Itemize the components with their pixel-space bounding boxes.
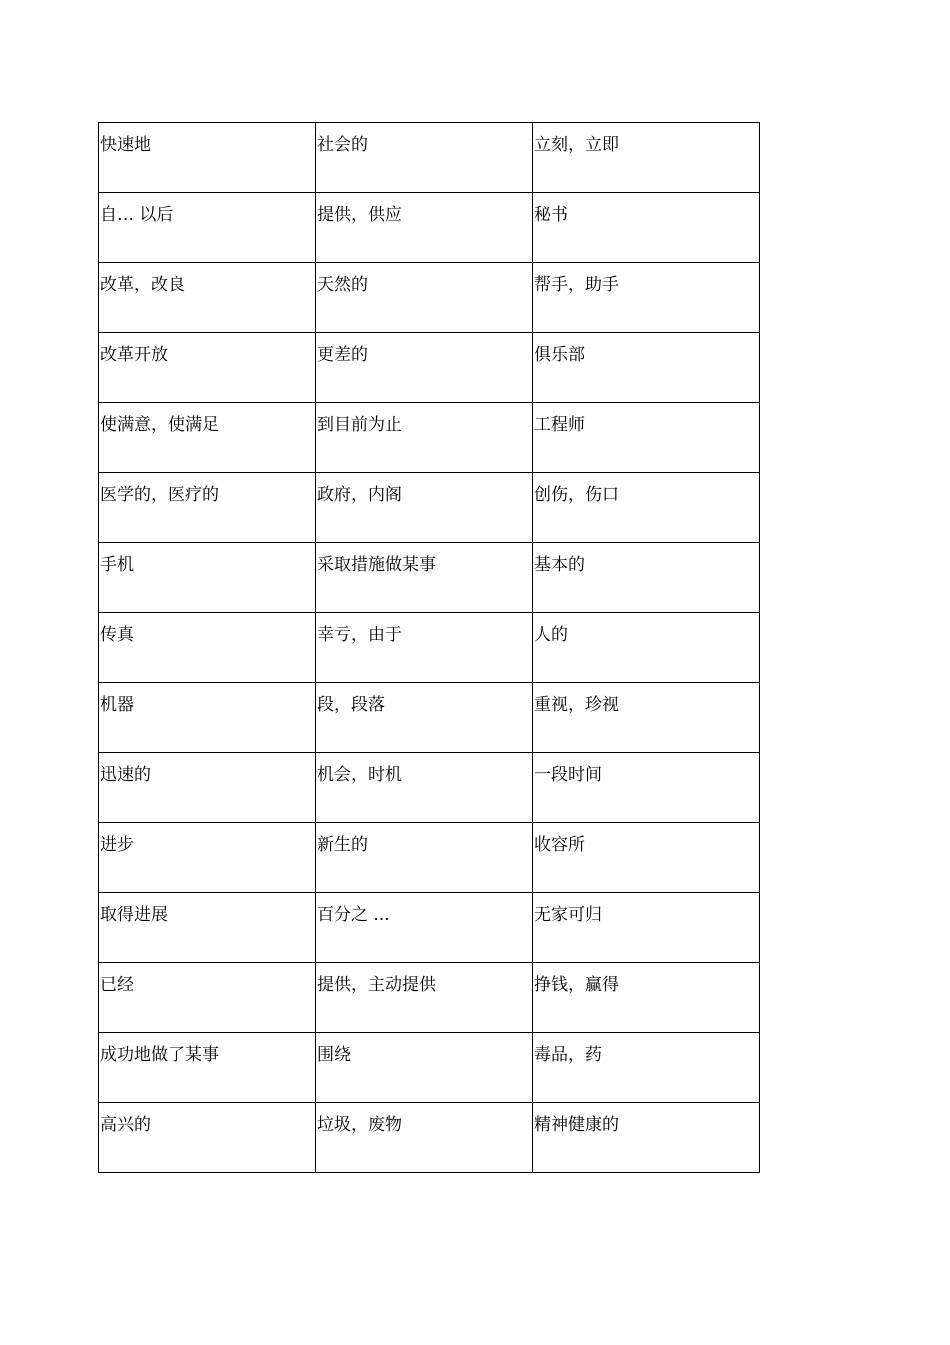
table-cell [99,683,316,753]
cell-text: 医学的，医疗的 [100,485,219,505]
cell-text: 提供，主动提供 [317,975,436,995]
cell-text: 更差的 [317,345,368,365]
table-cell [99,1103,316,1173]
cell-text: 立刻，立即 [534,135,619,155]
table-cell [533,893,760,963]
cell-text: 改革开放 [100,345,168,365]
cell-text: 成功地做了某事 [100,1045,219,1065]
table-cell [533,473,760,543]
cell-text: 工程师 [534,415,585,435]
cell-text: 无家可归 [534,905,602,925]
cell-text: 幸亏，由于 [317,625,402,645]
cell-text: 创伤，伤口 [534,485,619,505]
cell-text: 基本的 [534,555,585,575]
table-cell [316,333,533,403]
cell-text: 取得进展 [100,905,168,925]
table-cell [99,473,316,543]
cell-text: 秘书 [534,205,568,225]
cell-text: 机器 [100,695,134,715]
table-cell [99,823,316,893]
table-cell [316,193,533,263]
vocabulary-table [98,122,760,1173]
table-cell [533,613,760,683]
table-row [99,893,760,963]
cell-text: 改革，改良 [100,275,185,295]
cell-text: 进步 [100,835,134,855]
table-cell [316,613,533,683]
table-cell [99,613,316,683]
table-cell [533,263,760,333]
table-row [99,613,760,683]
cell-text: 帮手，助手 [534,275,619,295]
table-cell [99,1033,316,1103]
cell-text: 到目前为止 [317,415,402,435]
table-cell [533,403,760,473]
table-cell [316,893,533,963]
cell-text: 机会，时机 [317,765,402,785]
table-row [99,193,760,263]
cell-text: 社会的 [317,135,368,155]
cell-text: 围绕 [317,1045,351,1065]
cell-text: 百分之 ... [317,905,390,925]
table-cell [99,123,316,193]
table-row [99,963,760,1033]
table-cell [99,893,316,963]
cell-text: 一段时间 [534,765,602,785]
table-cell [99,963,316,1033]
table-cell [533,823,760,893]
table-cell [99,543,316,613]
table-cell [533,333,760,403]
table-row [99,543,760,613]
cell-text: 提供，供应 [317,205,402,225]
table-cell [316,823,533,893]
table-row [99,333,760,403]
table-row [99,123,760,193]
cell-text: 迅速的 [100,765,151,785]
table-cell [99,333,316,403]
cell-text: 天然的 [317,275,368,295]
cell-text: 重视，珍视 [534,695,619,715]
table-row [99,683,760,753]
table-cell [533,753,760,823]
cell-text: 毒品，药 [534,1045,602,1065]
cell-text: 俱乐部 [534,345,585,365]
cell-text: 传真 [100,625,134,645]
table-cell [99,193,316,263]
cell-text: 手机 [100,555,134,575]
table-cell [533,193,760,263]
table-row [99,1033,760,1103]
table-cell [533,123,760,193]
table-cell [533,1103,760,1173]
table-cell [316,683,533,753]
table-cell [533,543,760,613]
table-row [99,823,760,893]
table-cell [533,1033,760,1103]
table-row [99,1103,760,1173]
table-cell [99,403,316,473]
cell-text: 政府，内阁 [317,485,402,505]
table-cell [316,263,533,333]
cell-text: 使满意，使满足 [100,415,219,435]
table-cell [316,963,533,1033]
table-row [99,473,760,543]
vocabulary-table-body [99,123,760,1173]
cell-text: 高兴的 [100,1115,151,1135]
table-cell [99,753,316,823]
table-cell [316,123,533,193]
cell-text: 人的 [534,625,568,645]
table-cell [316,473,533,543]
cell-text: 新生的 [317,835,368,855]
cell-text: 垃圾，废物 [317,1115,402,1135]
table-cell [533,683,760,753]
cell-text: 采取措施做某事 [317,555,436,575]
table-cell [316,543,533,613]
table-row [99,403,760,473]
cell-text: 已经 [100,975,134,995]
cell-text: 挣钱，赢得 [534,975,619,995]
cell-text: 段，段落 [317,695,385,715]
cell-text: 精神健康的 [534,1115,619,1135]
table-cell [533,963,760,1033]
table-cell [316,1033,533,1103]
table-row [99,263,760,333]
table-cell [99,263,316,333]
table-cell [316,753,533,823]
cell-text: 收容所 [534,835,585,855]
cell-text: 快速地 [100,135,151,155]
table-cell [316,1103,533,1173]
cell-text: 自… 以后 [100,205,174,225]
table-row [99,753,760,823]
table-cell [316,403,533,473]
